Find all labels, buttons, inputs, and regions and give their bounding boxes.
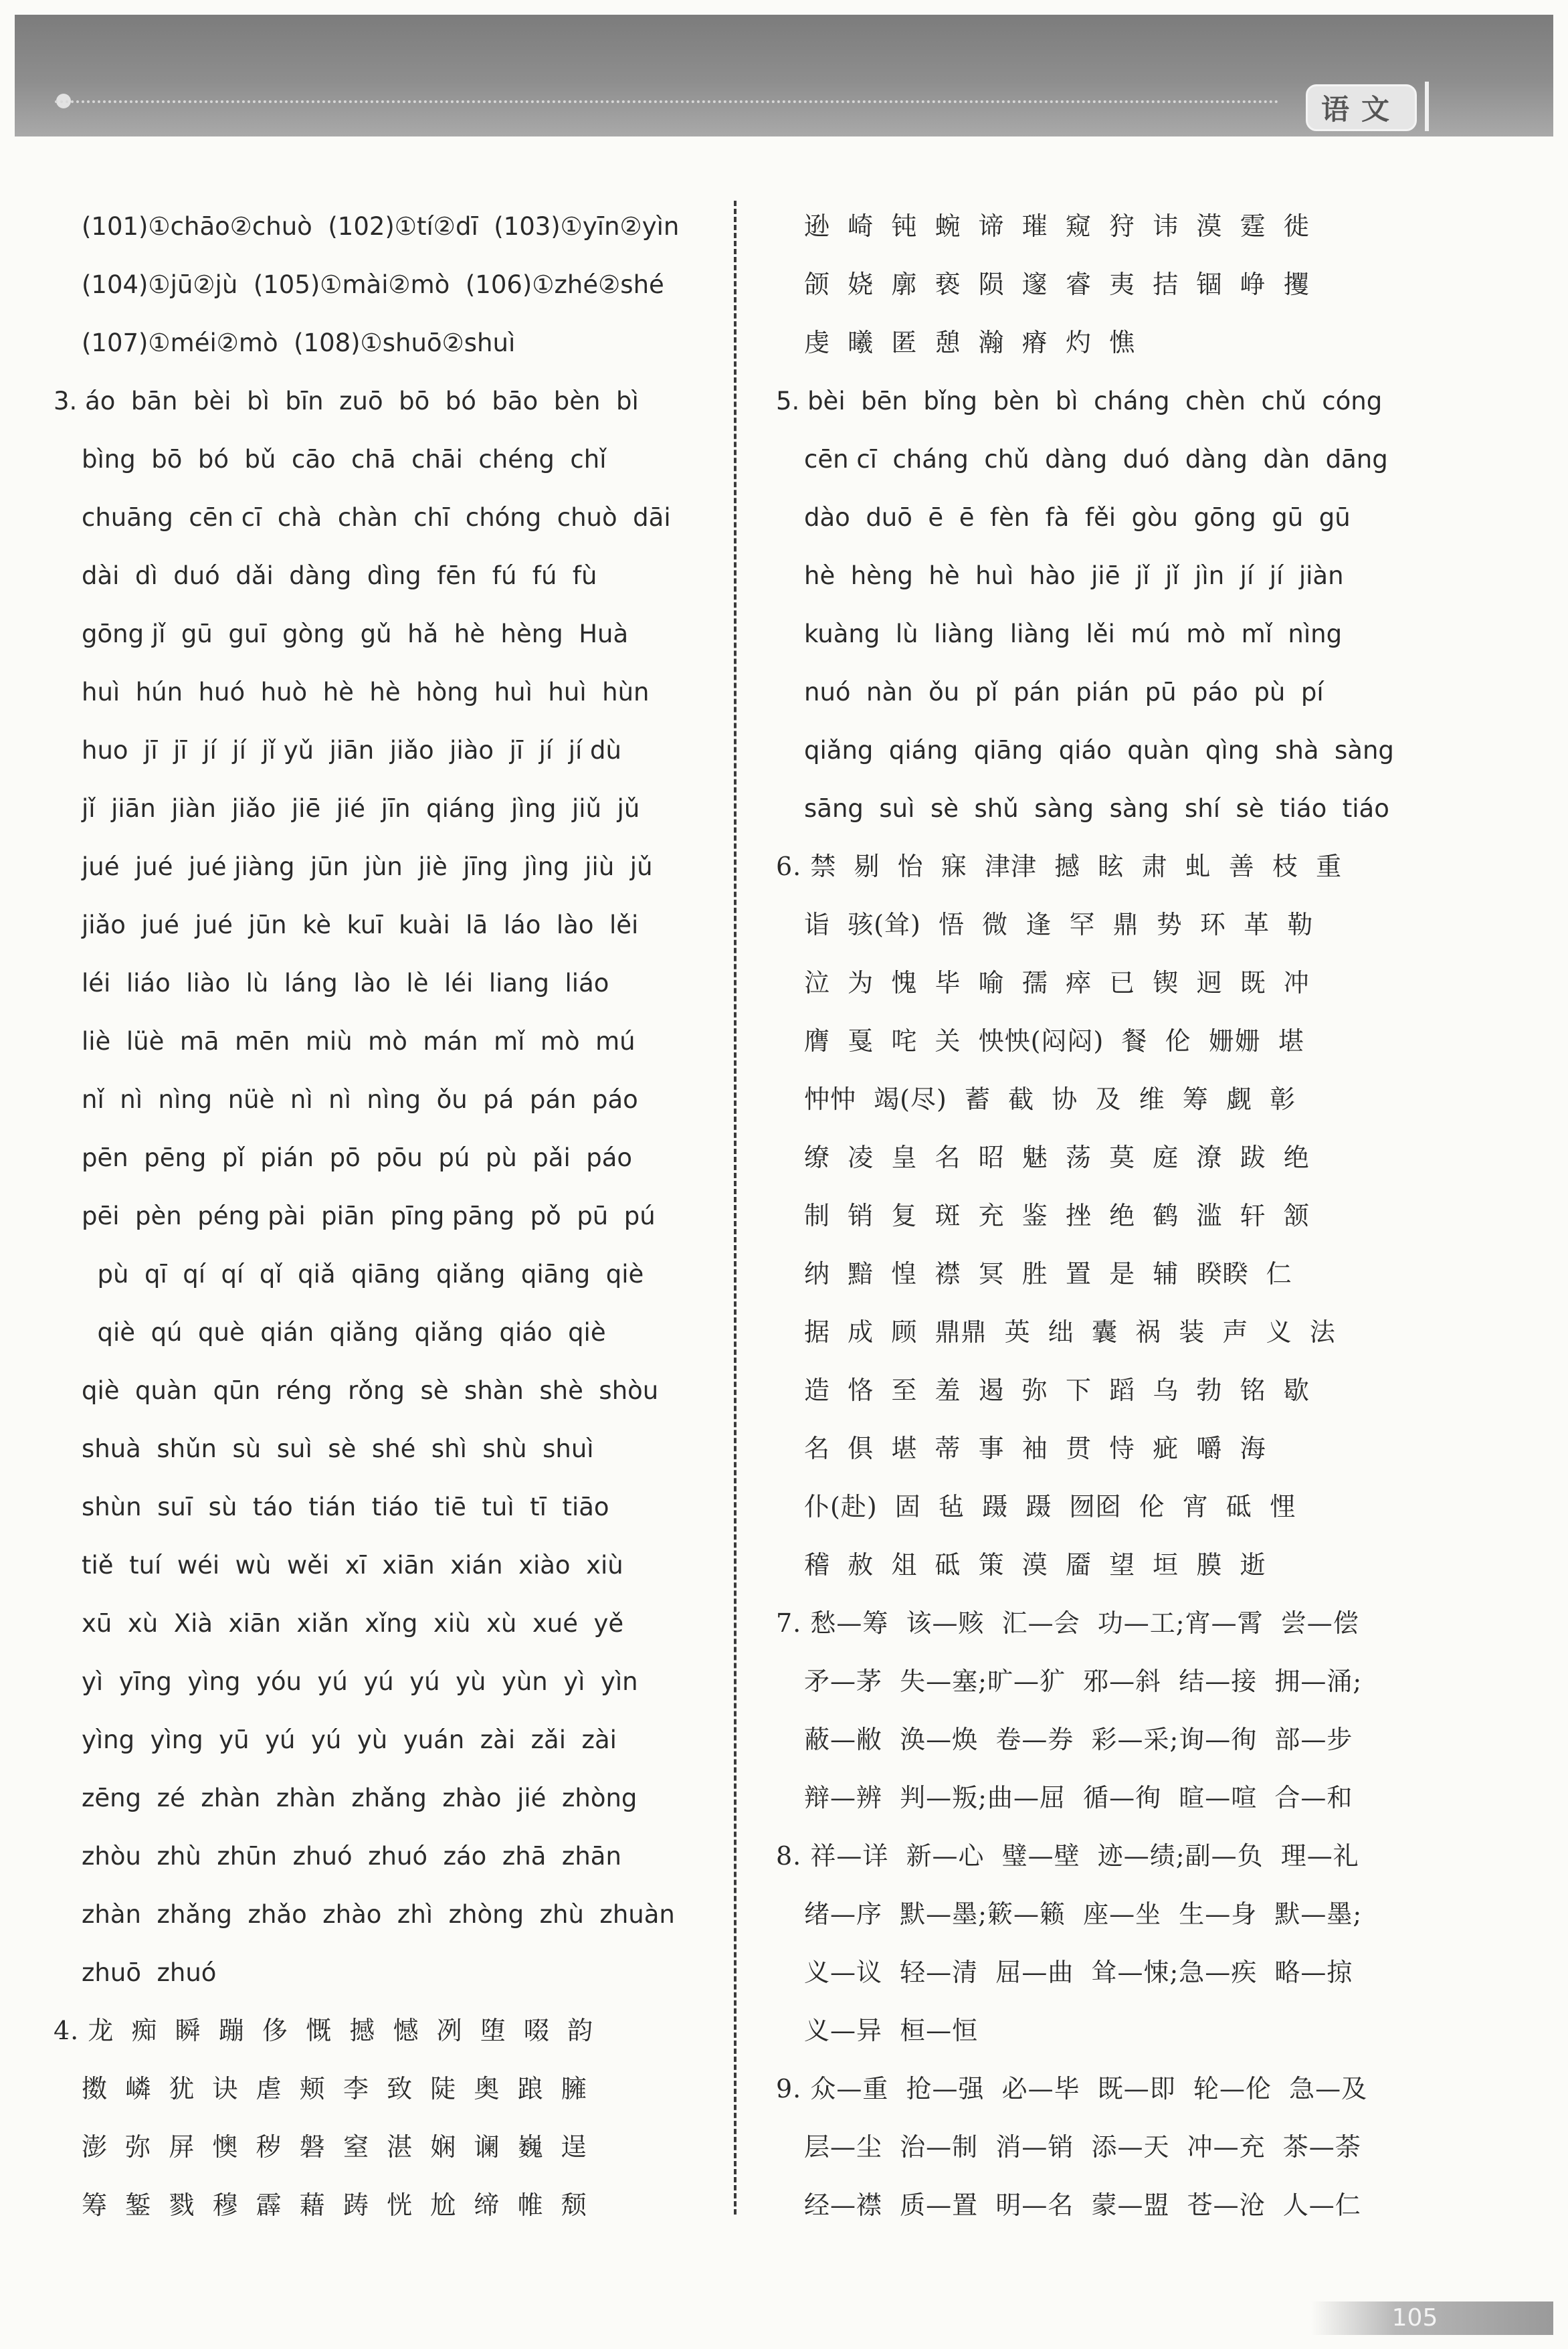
answer-line: pēi pèn péng pài piān pīng pāng pǒ pū pú <box>82 1202 656 1230</box>
answer-line: (101)①chāo②chuò (102)①tí②dī (103)①yīn②yìn <box>82 212 680 241</box>
answer-line: tiě tuí wéi wù wěi xī xiān xián xiào xiù <box>82 1551 623 1580</box>
answer-line: 筹 錾 戮 穆 霹 藉 踌 恍 尬 缔 帷 颓 <box>82 2190 587 2220</box>
answer-line: 名 俱 堪 蒂 事 袖 贯 恃 疵 嚼 海 <box>804 1434 1266 1463</box>
left-answer-column <box>54 197 696 2235</box>
answer-line: 9. 众—重 抢—强 必—毕 既—即 轮—伦 急—及 <box>776 2074 1368 2103</box>
answer-line: 膺 戛 咤 关 怏怏(闷闷) 餐 伦 姗姗 堪 <box>804 1026 1304 1056</box>
answer-line: 6. 禁 剔 怡 寐 津津 撼 眩 肃 虬 善 枝 重 <box>776 852 1343 881</box>
answer-line: huì hún huó huò hè hè hòng huì huì hùn <box>82 678 650 707</box>
subject-tag-bar <box>1425 82 1429 131</box>
header-dotted-rule <box>55 100 1279 103</box>
column-divider <box>734 201 737 2215</box>
answer-line: dài dì duó dǎi dàng dìng fēn fú fú fù <box>82 561 597 590</box>
page-number: 105 <box>1391 2304 1438 2332</box>
answer-line: bìng bō bó bǔ cāo chā chāi chéng chǐ <box>82 445 607 474</box>
answer-line: zhòu zhù zhūn zhuó zhuó záo zhā zhān <box>82 1842 621 1871</box>
answer-line: 经—襟 质—置 明—名 蒙—盟 苍—沧 人—仁 <box>804 2190 1361 2220</box>
answer-line: jiǎo jué jué jūn kè kuī kuài lā láo lào lěi <box>82 911 639 939</box>
subject-tag: 语文 <box>1306 84 1417 131</box>
answer-line: 蔽—敝 涣—焕 卷—券 彩—采;询—徇 部—步 <box>804 1725 1353 1754</box>
answer-line: 绪—序 默—墨;簌—籁 座—坐 生—身 默—墨; <box>804 1899 1363 1929</box>
answer-line: 擞 嶙 犹 诀 虐 颊 李 致 陡 奥 踉 臃 <box>82 2074 587 2103</box>
answer-line: 据 成 顾 鼎鼎 英 绌 囊 祸 装 声 义 法 <box>804 1317 1336 1347</box>
answer-line: 缭 凌 皇 名 昭 魅 荡 莫 庭 潦 跋 绝 <box>804 1143 1310 1172</box>
answer-line: pēn pēng pǐ pián pō pōu pú pù pǎi páo <box>82 1143 633 1172</box>
answer-line: nuó nàn ǒu pǐ pán pián pū páo pù pí <box>804 678 1324 707</box>
answer-line: (104)①jū②jù (105)①mài②mò (106)①zhé②shé <box>82 270 664 299</box>
page-header-band <box>15 15 1553 136</box>
answer-line: zēng zé zhàn zhàn zhǎng zhào jié zhòng <box>82 1784 638 1812</box>
answer-line: sāng suì sè shǔ sàng sàng shí sè tiáo tiáo <box>804 794 1389 823</box>
answer-line: 3. áo bān bèi bì bīn zuō bō bó bāo bèn bì <box>54 387 639 415</box>
answer-line: 4. 龙 痴 瞬 蹦 侈 慨 撼 憾 冽 堕 啜 韵 <box>54 2016 594 2045</box>
answer-line: 逊 崎 钝 蜿 谛 璀 窥 狩 讳 漠 霆 徙 <box>804 211 1310 241</box>
answer-line: 虔 曦 匿 憩 瀚 瘠 灼 憔 <box>804 328 1136 357</box>
answer-line: 层—尘 治—制 消—销 添—天 冲—充 茶—荼 <box>804 2132 1361 2162</box>
answer-line: shuà shǔn sù suì sè shé shì shù shuì <box>82 1434 594 1463</box>
answer-line: xū xù Xià xiān xiǎn xǐng xiù xù xué yě <box>82 1609 624 1638</box>
answer-line: 造 恪 至 羞 遏 弥 下 蹈 乌 勃 铭 歇 <box>804 1376 1310 1405</box>
answer-line: qiè quàn qūn réng rǒng sè shàn shè shòu <box>82 1376 659 1405</box>
answer-line: jǐ jiān jiàn jiǎo jiē jié jīn qiáng jìng jiǔ jǔ <box>82 794 640 823</box>
answer-line: huo jī jī jí jí jǐ yǔ jiān jiǎo jiào jī jí jí dù <box>82 736 621 765</box>
answer-line: shùn suī sù táo tián tiáo tiē tuì tī tiāo <box>82 1493 609 1521</box>
answer-line: qiǎng qiáng qiāng qiáo quàn qìng shà sàng <box>804 736 1394 765</box>
answer-line: yìng yìng yū yú yú yù yuán zài zǎi zài <box>82 1725 617 1754</box>
answer-line: 颌 娆 廓 亵 陨 邃 睿 夷 拮 锢 峥 攫 <box>804 270 1310 299</box>
answer-line: (107)①méi②mò (108)①shuō②shuì <box>82 328 516 357</box>
answer-line: 澎 弥 屏 懊 秽 磐 窒 湛 娴 谰 巍 逞 <box>82 2132 587 2162</box>
answer-line: 辩—辨 判—叛;曲—屈 循—徇 暄—喧 合—和 <box>804 1783 1353 1812</box>
answer-line: yì yīng yìng yóu yú yú yú yù yùn yì yìn <box>82 1667 638 1696</box>
answer-line: 7. 愁—筹 该—赅 汇—会 功—工;宵—霄 尝—偿 <box>776 1608 1359 1638</box>
answer-line: 仆(赴) 固 毡 蹑 蹑 囫囵 伦 宵 砥 悝 <box>804 1492 1296 1521</box>
answer-line: 义—异 桓—恒 <box>804 2016 979 2045</box>
answer-line: nǐ nì nìng nüè nì nì nìng ǒu pá pán páo <box>82 1085 638 1114</box>
answer-line: 忡忡 竭(尽) 蓄 截 协 及 维 筹 觑 彰 <box>804 1085 1296 1114</box>
answer-line: 纳 黯 惶 襟 冥 胜 置 是 辅 睽睽 仁 <box>804 1259 1292 1289</box>
answer-line: cēn cī cháng chǔ dàng duó dàng dàn dāng <box>804 445 1388 474</box>
answer-line: 稽 赦 俎 砥 策 漠 靥 望 垣 膜 逝 <box>804 1550 1266 1580</box>
answer-line: 义—议 轻—清 屈—曲 耸—悚;急—疾 略—掠 <box>804 1958 1353 1987</box>
answer-line: jué jué jué jiàng jūn jùn jiè jīng jìng jiù jǔ <box>82 852 653 881</box>
answer-line: liè lüè mā mēn miù mò mán mǐ mò mú <box>82 1027 635 1056</box>
answer-line: zhuō zhuó <box>82 1958 217 1987</box>
answer-line: 5. bèi bēn bǐng bèn bì cháng chèn chǔ cóng <box>776 387 1383 415</box>
answer-line: gōng jǐ gū guī gòng gǔ hǎ hè hèng Huà <box>82 620 629 648</box>
answer-line: 诣 骇(耸) 悟 微 逢 罕 鼎 势 环 革 勒 <box>804 910 1314 939</box>
answer-line: pù qī qí qí qǐ qiǎ qiāng qiǎng qiāng qiè <box>82 1260 644 1289</box>
answer-line: qiè qú què qián qiǎng qiǎng qiáo qiè <box>82 1318 606 1347</box>
answer-line: kuàng lù liàng liàng lěi mú mò mǐ nìng <box>804 620 1343 648</box>
answer-line: hè hèng hè huì hào jiē jǐ jǐ jìn jí jí jiàn <box>804 561 1344 590</box>
answer-line: léi liáo liào lù láng lào lè léi liang liáo <box>82 969 609 998</box>
answer-line: dào duō ē ē fèn fà fěi gòu gōng gū gū <box>804 503 1351 532</box>
answer-line: chuāng cēn cī chà chàn chī chóng chuò dāi <box>82 503 671 532</box>
right-answer-column <box>776 197 1418 2235</box>
answer-line: 制 销 复 斑 充 鉴 挫 绝 鹤 滥 轩 颔 <box>804 1201 1310 1230</box>
answer-line: 矛—茅 失—塞;旷—犷 邪—斜 结—接 拥—涌; <box>804 1667 1363 1696</box>
answer-line: 泣 为 愧 毕 喻 孺 瘁 已 锲 迥 既 冲 <box>804 968 1310 998</box>
answer-line: 8. 祥—详 新—心 璧—壁 迹—绩;副—负 理—礼 <box>776 1841 1359 1871</box>
answer-line: zhàn zhǎng zhǎo zhào zhì zhòng zhù zhuàn <box>82 1900 675 1929</box>
